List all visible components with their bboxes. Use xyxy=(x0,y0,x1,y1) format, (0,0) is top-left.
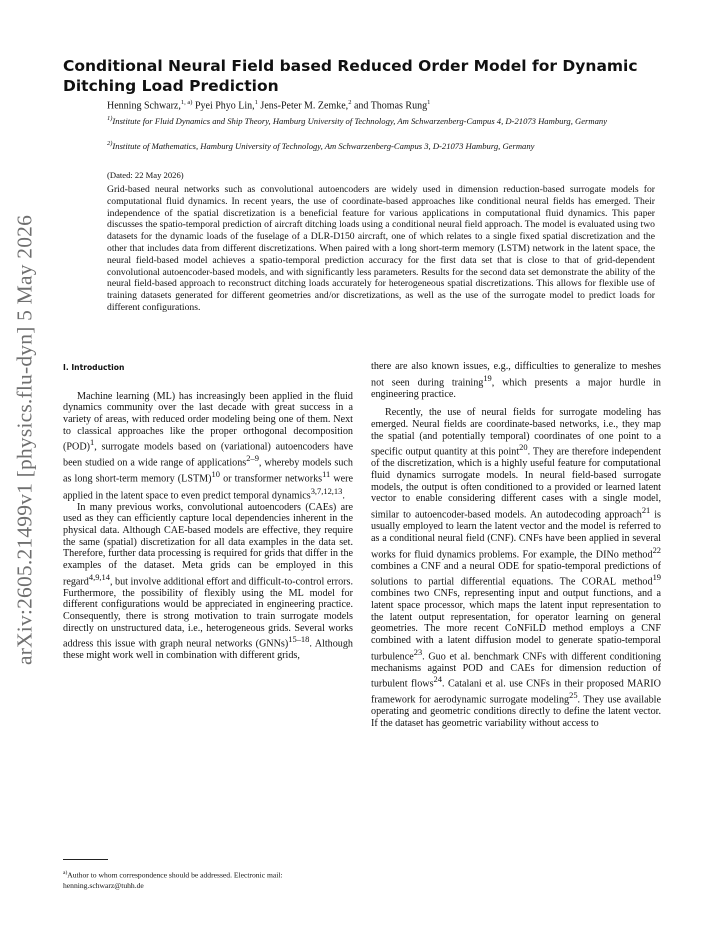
citation-superscript: 3,7,12,13 xyxy=(310,485,343,496)
arxiv-identifier-stamp xyxy=(2,160,48,720)
paragraph-text: Recently, the use of neural fields for surrogate modeling has emerged. Neural fields are coordinate-based networks, i.e., they map the spatial (and potentially temporal) coordinates of one point to a specific output quantity at this point xyxy=(371,407,661,458)
paper-title: Conditional Neural Field based Reduced Order Model for Dynamic Ditching Load Prediction xyxy=(63,57,638,95)
affiliation-2 xyxy=(107,138,655,152)
paragraph-text: . Catalani et al. use CNFs in their proposed MARIO framework for aerodynamic surrogate modeling xyxy=(371,678,661,706)
paragraph-text: , whereby models such as long short-term memory (LSTM) xyxy=(63,457,353,485)
paragraph-text: combines two CNFs, representing input and output functions, and a latent space processor, which maps the latent input representation to the latent output representation, for operator learning on general geometries. The more recent CoNFiLD method employs a CNF combined with a latent diffusion model to generate spatio-temporal turbulence xyxy=(371,588,661,663)
intro-paragraph-2 xyxy=(63,502,353,662)
paragraph-text: there are also known issues, e.g., difficulties to generalize to meshes not seen during training xyxy=(371,361,661,389)
author-affiliation-mark: 2 xyxy=(348,99,352,106)
citation-superscript: 24 xyxy=(433,674,442,685)
citation-superscript: 15–18 xyxy=(288,634,310,645)
paragraph-text: , which presents a major hurdle in engineering practice. xyxy=(371,377,661,400)
author-name: Jens-Peter M. Zemke, xyxy=(257,100,349,112)
affiliation-mark: 2) xyxy=(107,140,113,147)
paragraph-text: . They are therefore independent of the discretization, which is a highly useful feature for computational fluid dynamics surrogate models. In neural field-based surrogate models, the output is often conditioned to a provided or learned latent vector to enable considering different cases with a single model, similar to autoencoder-based models. An autodecoding approach xyxy=(371,446,662,521)
right-column xyxy=(371,361,661,737)
footnote xyxy=(63,868,353,892)
author-affiliation-mark: 1, a) xyxy=(180,99,193,106)
citation-superscript: 19 xyxy=(652,572,661,583)
date-line: (Dated: 22 May 2026) xyxy=(107,170,184,180)
section-heading: I. Introduction xyxy=(63,363,125,372)
author-name: Pyei Phyo Lin, xyxy=(192,100,255,112)
citation-superscript: 20 xyxy=(519,442,528,453)
footnote-rule xyxy=(63,859,108,860)
affiliation-text: Institute for Fluid Dynamics and Ship Theory, Hamburg University of Technology, Am Schwarzenberg-Campus 4, D-21073 Hamburg, Germany xyxy=(112,115,608,126)
paragraph-text: , surrogate models based on (variational) autoencoders have been studied on a wide range of applications xyxy=(63,441,353,469)
citation-superscript: 1 xyxy=(90,437,95,448)
citation-superscript: 21 xyxy=(641,505,651,516)
footnote-text: Author to whom correspondence should be addressed. Electronic mail: henning.schwarz@tuhh.de xyxy=(63,870,283,891)
intro-paragraph-1 xyxy=(63,391,353,502)
affiliation-text: Institute of Mathematics, Hamburg University of Technology, Am Schwarzenberg-Campus 3, D-21073 Hamburg, Germany xyxy=(112,140,535,151)
paragraph-text: . Although these might work well in combination with different grids, xyxy=(63,638,353,662)
citation-superscript: 2–9 xyxy=(246,453,259,464)
paragraph-text: . They use available operating and geometric conditions directly to define the latent vector. If the dataset has geometric variability without access to xyxy=(371,694,661,730)
paragraph-text: . Guo et al. benchmark CNFs with different conditioning mechanisms against POD and CAEs for dimension reduction of turbulent flows xyxy=(371,651,661,690)
paragraph-text: Machine learning (ML) has increasingly been applied in the fluid dynamics community over the last decade with great success in a variety of areas, with reduced order modeling being one of them. Next to classical approaches like the proper orthogonal decomposition (POD) xyxy=(63,390,353,453)
paragraph-text: were applied in the latent space to even predict temporal dynamics xyxy=(63,473,353,501)
paragraph-text: In many previous works, convolutional autoencoders (CAEs) are used as they can efficiently capture local dependencies inherent in the physical data. Although CAE-based models are effective, they require the same (spatial) discretization for all data examples in the data set. Therefore, further data processing is required for grids that differ in the examples of the dataset. Meta grids can be employed in this regard xyxy=(63,501,353,587)
abstract-text: Grid-based neural networks such as convolutional autoencoders are widely used in dimension reduction-based surrogate models for computational fluid dynamics. In recent years, the use of coordinate-based approaches like conditional neural fields has emerged. Their independence of the spatial discretization is a beneficial feature for various applications in computational fluid dynamics. This paper discusses the spatio-temporal prediction of aircraft ditching loads using a conditional neural field approach. The model is evaluated using two datasets for the dynamic loads of the fuselage of a DLR-D150 aircraft, one of which relates to a single fixed spatial discretization and the other that includes data from different discretizations. When paired with a long short-term memory (LSTM) network in the latent space, the neural field-based model achieves a spatio-temporal prediction accuracy for the first data set that is close to that of grid-dependent convolutional autoencoder-based models, and with significantly less parameters. Results for the second data set demonstrate the ability of the neural field-based approach to reconstruct ditching loads accurately for heterogeneous spatial discretizations. This allows for flexible use of training datasets generated for different geometries and/or discretizations, as well as the use of the surrogate model to predict loads for different configurations. xyxy=(107,184,655,313)
author-affiliation-mark: 1 xyxy=(427,99,431,106)
author-name: and Thomas Rung xyxy=(351,100,428,112)
author-name: Henning Schwarz, xyxy=(107,100,181,112)
abstract xyxy=(107,184,655,314)
citation-superscript: 25 xyxy=(569,690,578,701)
citation-superscript: 10 xyxy=(211,469,220,480)
footnote-mark: a) xyxy=(63,870,68,876)
author-affiliation-mark: 1 xyxy=(254,99,258,106)
citation-superscript: 4,9,14 xyxy=(88,571,110,582)
paragraph-text: is usually employed to learn the latent vector and the model is referred to as a conditional neural field (CNF). CNFs have been applied in several works for fluid dynamics problems. For example, the DINo method xyxy=(371,509,661,560)
paragraph-text: , but involve additional effort and difficult-to-control errors. Furthermore, the possibility of flexibly using the ML model for different configurations would be appreciated in engineering practice. Consequently, there is strong motivation to train surrogate models directly on unstructured data, i.e., heterogeneous grids. Several works address this issue with graph neural networks (GNNs) xyxy=(63,575,353,650)
paragraph-text: combines a CNF and a neural ODE for spatio-temporal predictions of solutions to partial differential equations. The CORAL method xyxy=(371,560,661,588)
affiliation-mark: 1) xyxy=(107,115,113,122)
intro-paragraph-4 xyxy=(371,407,661,729)
intro-paragraph-3 xyxy=(371,361,661,400)
left-column xyxy=(63,358,353,669)
paragraph-text: . xyxy=(342,489,345,501)
affiliation-1 xyxy=(107,113,655,127)
citation-superscript: 23 xyxy=(413,646,423,657)
citation-superscript: 11 xyxy=(322,469,331,480)
author-list xyxy=(107,99,430,111)
paragraph-text: or transformer networks xyxy=(219,473,323,485)
arxiv-stamp-text: arXiv:2605.21499v1 [physics.flu-dyn] 5 May 2026 xyxy=(12,214,37,666)
citation-superscript: 22 xyxy=(652,544,661,555)
citation-superscript: 19 xyxy=(483,372,492,383)
